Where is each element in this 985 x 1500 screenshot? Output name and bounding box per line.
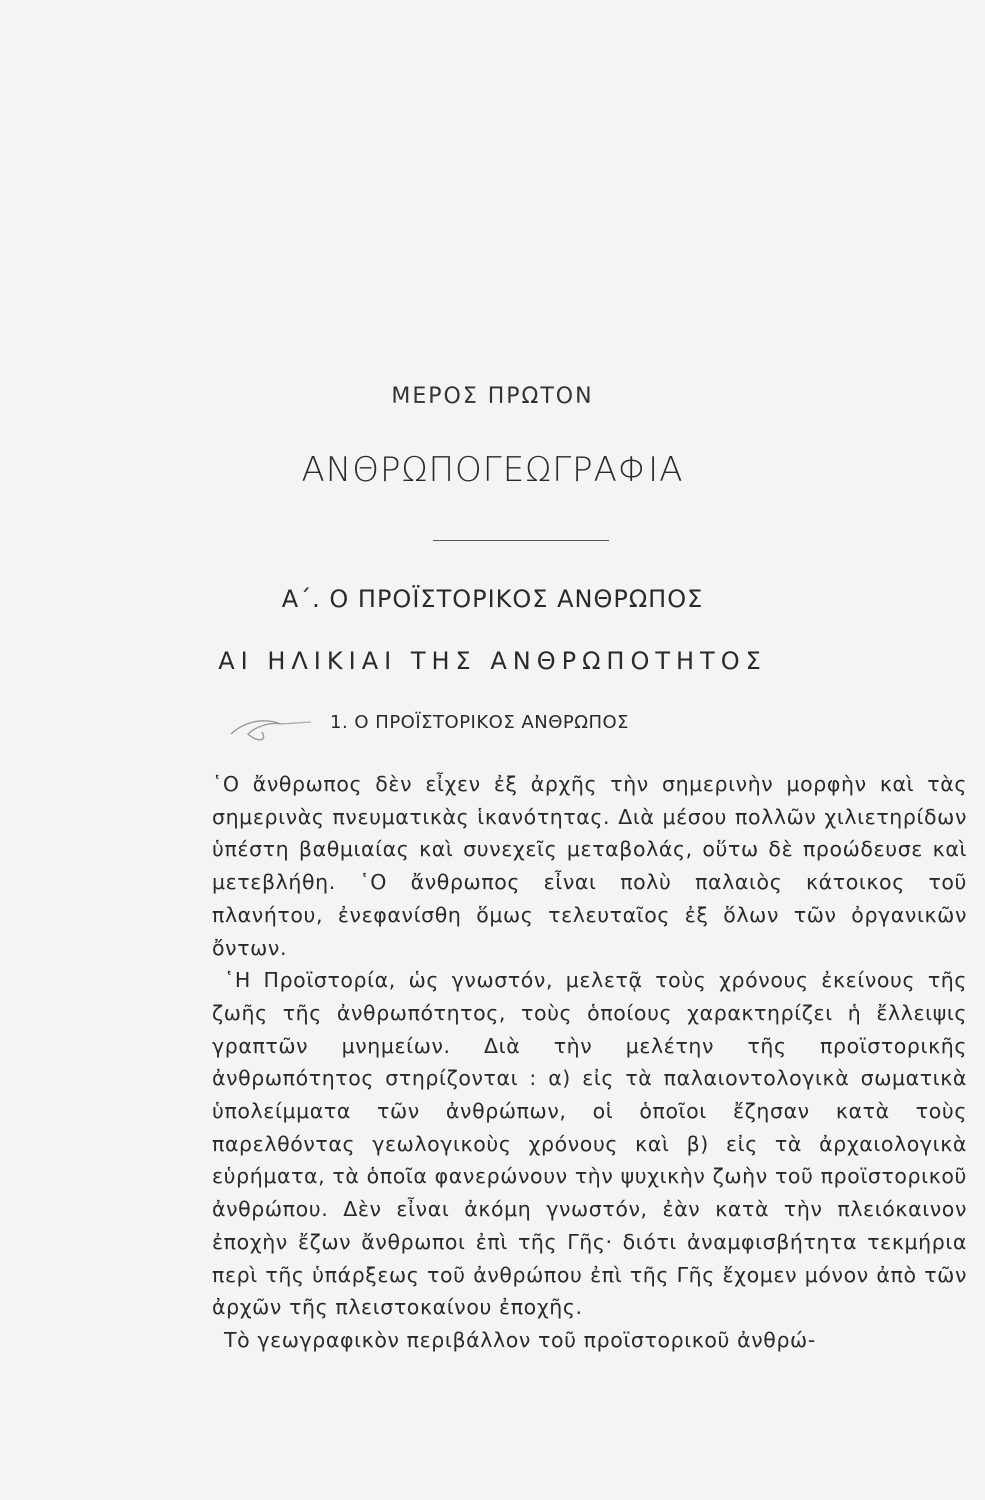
paragraph: ῾Ο ἄνθρωπος δὲν εἶχεν ἐξ ἀρχῆς τὴν σημερινὴν μορφὴν καὶ τὰς σημερινὰς πνευματικὰς ἱκανότητας. Διὰ μέσου πολλῶν χιλιετηρίδων ὑπέστη βαθμιαίας καὶ συνεχεῖς μεταβολάς, οὕτω δὲ προώδευσε καὶ μετεβλήθη. ῾Ο ἄνθρωπος εἶναι πολὺ παλαιὸς κάτοικος τοῦ πλανήτου, ἐνεφανίσθη ὅμως τελευταῖος ἐξ ὅλων τῶν ὀργανικῶν ὄντων. — [212, 772, 967, 960]
section-title: 1. Ο ΠΡΟΪΣΤΟΡΙΚΟΣ ΑΝΘΡΩΠΟΣ — [330, 712, 630, 733]
part-title: ΜΕΡΟΣ ΠΡΩΤΟΝ — [391, 384, 594, 409]
chapter-title: Α΄. Ο ΠΡΟΪΣΤΟΡΙΚΟΣ ΑΝΘΡΩΠΟΣ — [281, 585, 704, 613]
main-title: ΑΝΘΡΩΠΟΓΕΩΓΡΑΦΙΑ — [301, 450, 684, 490]
pencil-mark-icon — [226, 712, 316, 752]
body-text — [212, 768, 967, 1357]
subchapter-title: ΑΙ ΗΛΙΚΙΑΙ ΤΗΣ ΑΝΘΡΩΠΟΤΗΤΟΣ — [218, 647, 767, 675]
paragraph: Τὸ γεωγραφικὸν περιβάλλον τοῦ προϊστορικοῦ ἀνθρώ- — [224, 1327, 816, 1352]
paragraph: ῾Η Προϊστορία, ὡς γνωστόν, μελετᾷ τοὺς χρόνους ἐκείνους τῆς ζωῆς τῆς ἀνθρωπότητος, τοὺς ὁποίους χαρακτηρίζει ἡ ἔλλειψις γραπτῶν μνημείων. Διὰ τὴν μελέτην τῆς προϊστορικῆς ἀνθρωπότητος στηρίζονται : α) εἰς τὰ παλαιοντολογικὰ σωματικὰ ὑπολείμματα τῶν ἀνθρώπων, οἱ ὁποῖοι ἔζησαν κατὰ τοὺς παρελθόντας γεωλογικοὺς χρόνους καὶ β) εἰς τὰ ἀρχαιολογικὰ εὑρήματα, τὰ ὁποῖα φανερώνουν τὴν ψυχικὴν ζωὴν τοῦ προϊστορικοῦ ἀνθρώπου. Δὲν εἶναι ἀκόμη γνωστόν, ἐὰν κατὰ τὴν πλειόκαινον ἐποχὴν ἔζων ἄνθρωποι ἐπὶ τῆς Γῆς· διότι ἀναμφισβήτητα τεκμήρια περὶ τῆς ὑπάρξεως τοῦ ἀνθρώπου ἐπὶ τῆς Γῆς ἔχομεν μόνον ἀπὸ τῶν ἀρχῶν τῆς πλειστοκαίνου ἐποχῆς. — [212, 968, 967, 1320]
title-divider — [433, 540, 609, 541]
